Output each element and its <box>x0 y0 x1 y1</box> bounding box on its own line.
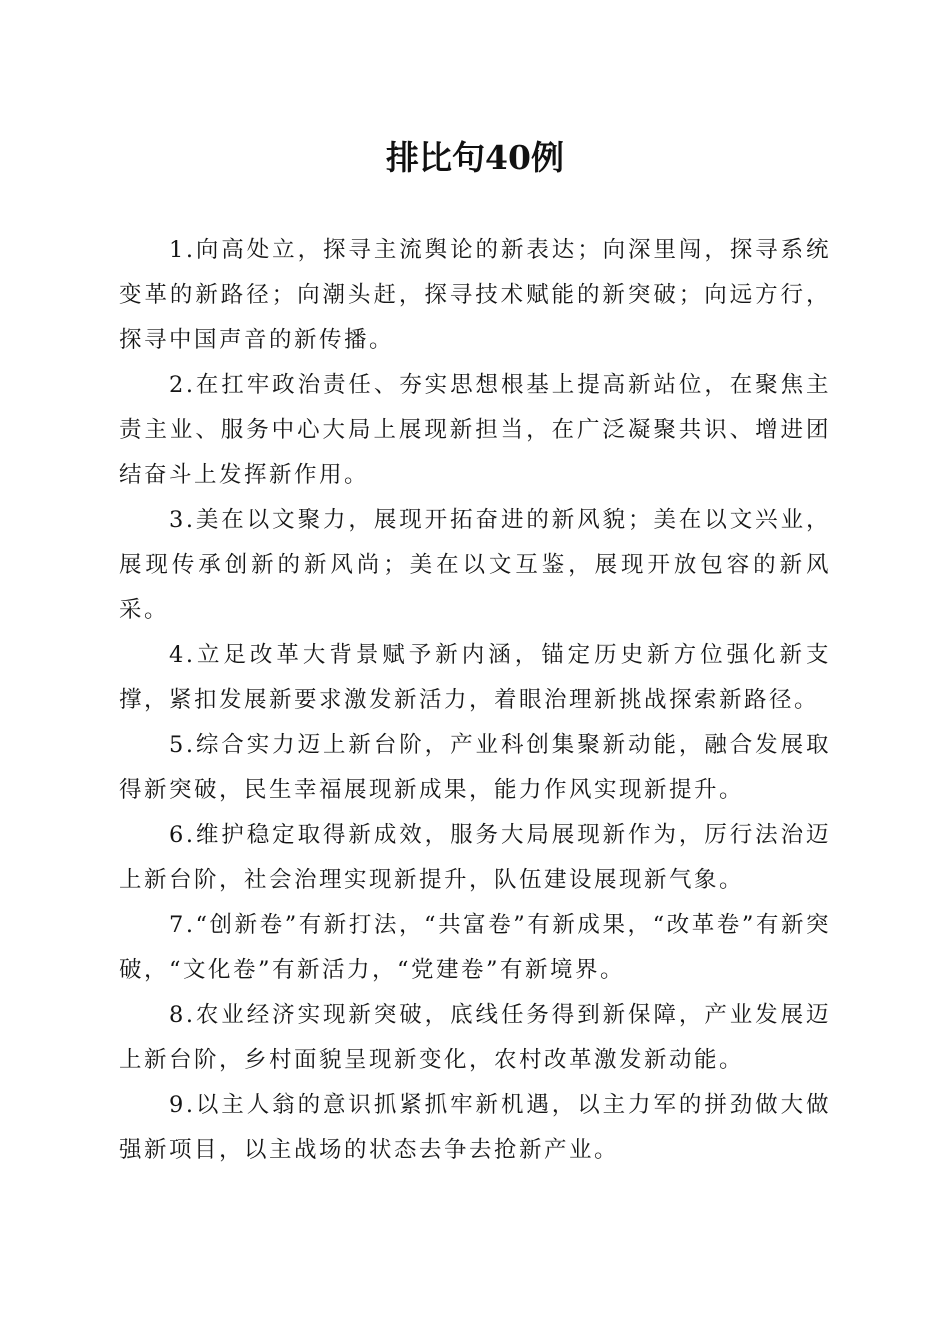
paragraph-3: 3.美在以文聚力，展现开拓奋进的新风貌；美在以文兴业，展现传承创新的新风尚；美在以文互鉴，展现开放包容的新风采。 <box>119 507 831 623</box>
document-body <box>119 228 831 1173</box>
paragraph-9: 9.以主人翁的意识抓紧抓牢新机遇，以主力军的拼劲做大做强新项目，以主战场的状态去争去抢新产业。 <box>119 1092 831 1163</box>
paragraph-4: 4.立足改革大背景赋予新内涵，锚定历史新方位强化新支撑，紧扣发展新要求激发新活力，着眼治理新挑战探索新路径。 <box>119 642 831 713</box>
paragraph-8: 8.农业经济实现新突破，底线任务得到新保障，产业发展迈上新台阶，乡村面貌呈现新变化，农村改革激发新动能。 <box>119 1002 831 1073</box>
paragraph-5: 5.综合实力迈上新台阶，产业科创集聚新动能，融合发展取得新突破，民生幸福展现新成果，能力作风实现新提升。 <box>119 732 831 803</box>
document-title: 排比句40例 <box>386 138 564 177</box>
paragraph-1: 1.向高处立，探寻主流舆论的新表达；向深里闯，探寻系统变革的新路径；向潮头赶，探寻技术赋能的新突破；向远方行，探寻中国声音的新传播。 <box>119 237 831 353</box>
paragraph-2: 2.在扛牢政治责任、夯实思想根基上提高新站位，在聚焦主责主业、服务中心大局上展现新担当，在广泛凝聚共识、增进团结奋斗上发挥新作用。 <box>119 372 831 488</box>
paragraph-6: 6.维护稳定取得新成效，服务大局展现新作为，厉行法治迈上新台阶，社会治理实现新提升，队伍建设展现新气象。 <box>119 822 831 893</box>
paragraph-7: 7.“创新卷”有新打法，“共富卷”有新成果，“改革卷”有新突破，“文化卷”有新活力，“党建卷”有新境界。 <box>119 912 831 983</box>
